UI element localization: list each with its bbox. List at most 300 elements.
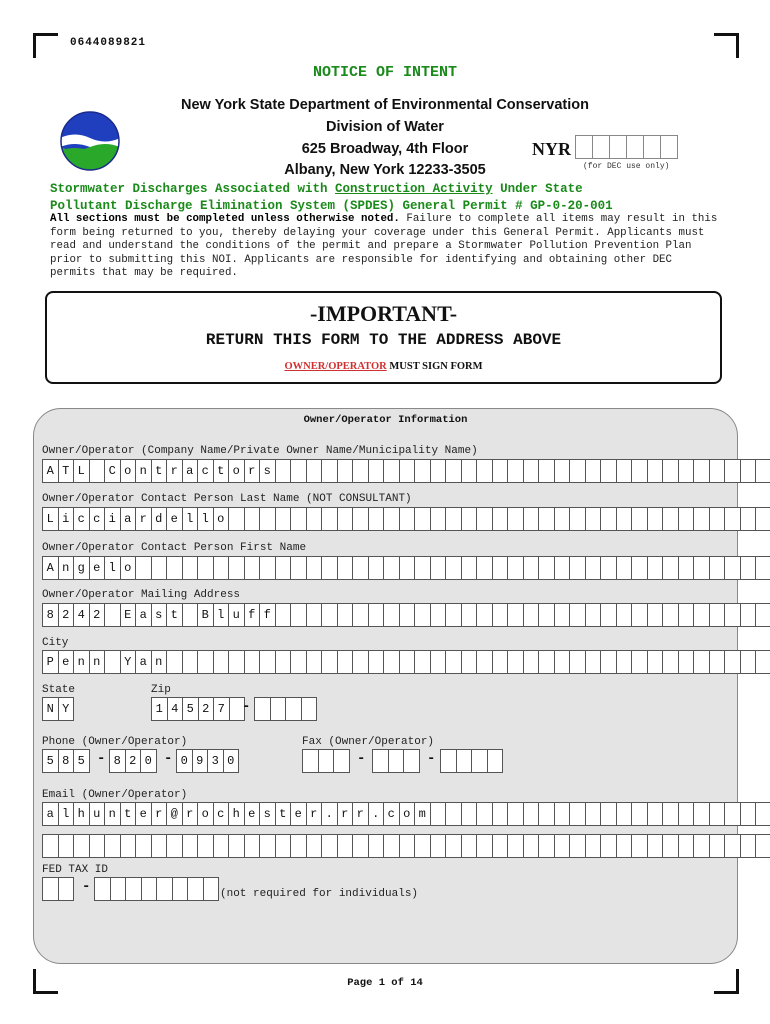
company-label: Owner/Operator (Company Name/Private Owner Name/Municipality Name) bbox=[42, 445, 478, 457]
char-cell bbox=[125, 877, 142, 901]
char-cell: 8 bbox=[58, 749, 75, 773]
char-cell bbox=[290, 507, 307, 531]
char-cell bbox=[414, 507, 431, 531]
char-cell bbox=[182, 556, 199, 580]
char-cell: f bbox=[244, 603, 261, 627]
char-cell: l bbox=[213, 603, 230, 627]
char-cell bbox=[740, 603, 757, 627]
char-cell: o bbox=[197, 802, 214, 826]
char-cell: e bbox=[135, 802, 152, 826]
char-cell bbox=[476, 459, 493, 483]
char-cell bbox=[337, 459, 354, 483]
char-cell bbox=[740, 556, 757, 580]
char-cell bbox=[94, 877, 111, 901]
nyr-permit-number-field[interactable] bbox=[576, 135, 678, 159]
phone-prefix-field[interactable] bbox=[109, 749, 157, 773]
char-cell bbox=[647, 834, 664, 858]
char-cell: m bbox=[414, 802, 431, 826]
char-cell bbox=[631, 507, 648, 531]
char-cell bbox=[244, 834, 261, 858]
char-cell bbox=[321, 459, 338, 483]
char-cell bbox=[213, 650, 230, 674]
char-cell bbox=[399, 834, 416, 858]
char-cell bbox=[631, 556, 648, 580]
char-cell bbox=[538, 507, 555, 531]
char-cell bbox=[337, 650, 354, 674]
char-cell: 4 bbox=[73, 603, 90, 627]
char-cell bbox=[678, 802, 695, 826]
char-cell: e bbox=[244, 802, 261, 826]
char-cell bbox=[445, 834, 462, 858]
last-name-field[interactable] bbox=[42, 507, 770, 531]
char-cell bbox=[647, 556, 664, 580]
char-cell: E bbox=[120, 603, 137, 627]
char-cell: n bbox=[58, 556, 75, 580]
char-cell: e bbox=[290, 802, 307, 826]
char-cell bbox=[352, 834, 369, 858]
char-cell bbox=[58, 834, 75, 858]
char-cell: 2 bbox=[89, 603, 106, 627]
char-cell: o bbox=[228, 459, 245, 483]
char-cell bbox=[156, 877, 173, 901]
char-cell bbox=[388, 749, 405, 773]
char-cell bbox=[693, 650, 710, 674]
char-cell: 0 bbox=[223, 749, 240, 773]
char-cell: e bbox=[58, 650, 75, 674]
char-cell bbox=[104, 834, 121, 858]
char-cell bbox=[523, 603, 540, 627]
char-cell bbox=[678, 834, 695, 858]
char-cell bbox=[110, 877, 127, 901]
char-cell: c bbox=[89, 507, 106, 531]
char-cell bbox=[523, 507, 540, 531]
char-cell bbox=[414, 834, 431, 858]
char-cell: o bbox=[399, 802, 416, 826]
char-cell bbox=[647, 802, 664, 826]
char-cell bbox=[538, 834, 555, 858]
char-cell: a bbox=[182, 459, 199, 483]
char-cell bbox=[445, 507, 462, 531]
char-cell bbox=[290, 459, 307, 483]
char-cell: 7 bbox=[213, 697, 230, 721]
char-cell bbox=[440, 749, 457, 773]
char-cell bbox=[600, 603, 617, 627]
char-cell bbox=[337, 556, 354, 580]
char-cell bbox=[383, 650, 400, 674]
zip-ext-field[interactable] bbox=[254, 697, 317, 721]
char-cell bbox=[476, 650, 493, 674]
char-cell bbox=[492, 603, 509, 627]
char-cell bbox=[554, 650, 571, 674]
last-name-label: Owner/Operator Contact Person Last Name (NOT CONSULTANT) bbox=[42, 493, 412, 505]
char-cell bbox=[724, 603, 741, 627]
char-cell bbox=[755, 650, 770, 674]
char-cell bbox=[507, 507, 524, 531]
char-cell: T bbox=[58, 459, 75, 483]
char-cell bbox=[678, 556, 695, 580]
char-cell bbox=[321, 556, 338, 580]
char-cell: 1 bbox=[151, 697, 168, 721]
char-cell bbox=[182, 603, 199, 627]
fed-tax-number-field[interactable] bbox=[94, 877, 219, 901]
char-cell bbox=[187, 877, 204, 901]
char-cell: 8 bbox=[109, 749, 126, 773]
char-cell bbox=[476, 834, 493, 858]
char-cell bbox=[523, 650, 540, 674]
char-cell bbox=[631, 603, 648, 627]
phone-area-field[interactable] bbox=[42, 749, 90, 773]
char-cell bbox=[301, 697, 318, 721]
char-cell bbox=[471, 749, 488, 773]
char-cell: c bbox=[197, 459, 214, 483]
char-cell: 0 bbox=[140, 749, 157, 773]
char-cell bbox=[445, 650, 462, 674]
char-cell bbox=[306, 650, 323, 674]
char-cell bbox=[166, 834, 183, 858]
dec-use-note: (for DEC use only) bbox=[583, 162, 670, 171]
char-cell bbox=[693, 834, 710, 858]
mailing-address-field[interactable] bbox=[42, 603, 770, 627]
char-cell bbox=[213, 834, 230, 858]
char-cell bbox=[414, 603, 431, 627]
char-cell bbox=[275, 650, 292, 674]
char-cell: s bbox=[259, 459, 276, 483]
char-cell: A bbox=[42, 459, 59, 483]
char-cell bbox=[585, 459, 602, 483]
char-cell bbox=[151, 834, 168, 858]
char-cell bbox=[430, 802, 447, 826]
char-cell: N bbox=[42, 697, 59, 721]
char-cell bbox=[42, 877, 59, 901]
char-cell bbox=[476, 556, 493, 580]
char-cell bbox=[678, 459, 695, 483]
email-field-line-2[interactable] bbox=[42, 834, 770, 858]
owner-operator-section bbox=[33, 408, 738, 964]
char-cell: i bbox=[104, 507, 121, 531]
char-cell bbox=[585, 507, 602, 531]
char-cell bbox=[306, 507, 323, 531]
char-cell bbox=[270, 697, 287, 721]
char-cell bbox=[414, 459, 431, 483]
city-field[interactable] bbox=[42, 650, 770, 674]
char-cell bbox=[538, 459, 555, 483]
city-label: City bbox=[42, 637, 69, 649]
char-cell: r bbox=[166, 459, 183, 483]
char-cell bbox=[430, 459, 447, 483]
char-cell bbox=[724, 650, 741, 674]
char-cell bbox=[182, 650, 199, 674]
char-cell bbox=[89, 459, 106, 483]
char-cell bbox=[647, 507, 664, 531]
char-cell: Y bbox=[58, 697, 75, 721]
char-cell bbox=[244, 507, 261, 531]
char-cell bbox=[492, 650, 509, 674]
char-cell bbox=[740, 507, 757, 531]
fed-tax-label: FED TAX ID bbox=[42, 864, 109, 876]
char-cell bbox=[647, 459, 664, 483]
char-cell: 5 bbox=[73, 749, 90, 773]
char-cell: Y bbox=[120, 650, 137, 674]
phone-label: Phone (Owner/Operator) bbox=[42, 736, 188, 748]
char-cell bbox=[383, 556, 400, 580]
char-cell bbox=[399, 459, 416, 483]
char-cell: e bbox=[89, 556, 106, 580]
fax-line-field[interactable] bbox=[440, 749, 503, 773]
char-cell bbox=[197, 650, 214, 674]
char-cell: o bbox=[213, 507, 230, 531]
char-cell bbox=[647, 650, 664, 674]
char-cell bbox=[445, 603, 462, 627]
char-cell bbox=[476, 603, 493, 627]
char-cell bbox=[275, 507, 292, 531]
char-cell bbox=[554, 802, 571, 826]
char-cell bbox=[290, 834, 307, 858]
char-cell: . bbox=[321, 802, 338, 826]
char-cell bbox=[321, 507, 338, 531]
char-cell bbox=[507, 802, 524, 826]
char-cell bbox=[259, 507, 276, 531]
char-cell bbox=[120, 834, 137, 858]
document-number: 0644089821 bbox=[70, 37, 147, 49]
char-cell bbox=[662, 834, 679, 858]
char-cell bbox=[306, 603, 323, 627]
char-cell: P bbox=[42, 650, 59, 674]
char-cell: t bbox=[166, 603, 183, 627]
char-cell bbox=[755, 507, 770, 531]
char-cell: L bbox=[73, 459, 90, 483]
fed-tax-prefix-field[interactable] bbox=[42, 877, 74, 901]
char-cell bbox=[383, 834, 400, 858]
subtitle-line-2: Pollutant Discharge Elimination System (SPDES) General Permit # GP-0-20-001 bbox=[50, 199, 613, 213]
char-cell bbox=[616, 507, 633, 531]
char-cell bbox=[755, 603, 770, 627]
char-cell bbox=[368, 650, 385, 674]
char-cell bbox=[492, 507, 509, 531]
char-cell bbox=[461, 507, 478, 531]
char-cell: u bbox=[89, 802, 106, 826]
char-cell bbox=[616, 834, 633, 858]
char-cell: B bbox=[197, 603, 214, 627]
fax-dash-2: - bbox=[427, 751, 436, 767]
char-cell bbox=[399, 603, 416, 627]
char-cell bbox=[600, 802, 617, 826]
char-cell bbox=[461, 802, 478, 826]
char-cell bbox=[461, 834, 478, 858]
char-cell: o bbox=[120, 556, 137, 580]
char-cell bbox=[507, 650, 524, 674]
char-cell bbox=[368, 507, 385, 531]
char-cell bbox=[554, 507, 571, 531]
sign-notice: OWNER/OPERATOR MUST SIGN FORM bbox=[284, 361, 483, 372]
char-cell: r bbox=[352, 802, 369, 826]
char-cell bbox=[166, 556, 183, 580]
char-cell bbox=[89, 834, 106, 858]
char-cell bbox=[755, 556, 770, 580]
char-cell: 3 bbox=[207, 749, 224, 773]
char-cell bbox=[724, 507, 741, 531]
char-cell bbox=[368, 603, 385, 627]
char-cell bbox=[631, 834, 648, 858]
char-cell bbox=[285, 697, 302, 721]
char-cell bbox=[228, 834, 245, 858]
char-cell bbox=[104, 650, 121, 674]
char-cell bbox=[616, 459, 633, 483]
section-title: Owner/Operator Information bbox=[303, 414, 468, 426]
char-cell bbox=[600, 507, 617, 531]
char-cell: n bbox=[151, 650, 168, 674]
phone-line-field[interactable] bbox=[176, 749, 239, 773]
char-cell bbox=[662, 507, 679, 531]
fed-tax-note: (not required for individuals) bbox=[220, 888, 419, 900]
char-cell bbox=[337, 603, 354, 627]
char-cell bbox=[755, 459, 770, 483]
char-cell: d bbox=[151, 507, 168, 531]
char-cell bbox=[151, 556, 168, 580]
char-cell bbox=[172, 877, 189, 901]
char-cell: 5 bbox=[42, 749, 59, 773]
char-cell bbox=[290, 603, 307, 627]
char-cell bbox=[306, 556, 323, 580]
char-cell bbox=[445, 556, 462, 580]
char-cell bbox=[430, 556, 447, 580]
char-cell bbox=[244, 650, 261, 674]
char-cell bbox=[554, 556, 571, 580]
char-cell bbox=[523, 802, 540, 826]
zip-field[interactable] bbox=[151, 697, 245, 721]
page-number: Page 1 of 14 bbox=[347, 977, 423, 989]
char-cell bbox=[616, 802, 633, 826]
char-cell: n bbox=[135, 459, 152, 483]
char-cell bbox=[709, 507, 726, 531]
agency-name: New York State Department of Environmental Conservation bbox=[181, 97, 589, 113]
char-cell: n bbox=[104, 802, 121, 826]
char-cell: n bbox=[73, 650, 90, 674]
char-cell bbox=[600, 556, 617, 580]
char-cell bbox=[259, 650, 276, 674]
char-cell bbox=[693, 556, 710, 580]
char-cell bbox=[616, 650, 633, 674]
company-name-field[interactable] bbox=[42, 459, 770, 483]
char-cell bbox=[306, 834, 323, 858]
char-cell bbox=[461, 650, 478, 674]
char-cell bbox=[259, 556, 276, 580]
char-cell bbox=[693, 802, 710, 826]
char-cell bbox=[554, 603, 571, 627]
char-cell bbox=[414, 556, 431, 580]
char-cell: u bbox=[228, 603, 245, 627]
char-cell bbox=[302, 749, 319, 773]
char-cell bbox=[135, 556, 152, 580]
char-cell bbox=[476, 802, 493, 826]
char-cell: r bbox=[151, 802, 168, 826]
char-cell bbox=[678, 603, 695, 627]
char-cell bbox=[585, 802, 602, 826]
char-cell: r bbox=[135, 507, 152, 531]
char-cell bbox=[662, 459, 679, 483]
char-cell: n bbox=[89, 650, 106, 674]
char-cell bbox=[275, 459, 292, 483]
char-cell bbox=[492, 556, 509, 580]
char-cell: e bbox=[166, 507, 183, 531]
char-cell bbox=[569, 556, 586, 580]
subtitle-line-1: Stormwater Discharges Associated with Construction Activity Under State bbox=[50, 182, 583, 196]
char-cell bbox=[631, 459, 648, 483]
char-cell bbox=[538, 603, 555, 627]
char-cell bbox=[352, 507, 369, 531]
char-cell bbox=[585, 603, 602, 627]
char-cell bbox=[383, 459, 400, 483]
state-field[interactable] bbox=[42, 697, 74, 721]
char-cell bbox=[507, 459, 524, 483]
email-field[interactable] bbox=[42, 802, 770, 826]
char-cell bbox=[724, 459, 741, 483]
char-cell: t bbox=[213, 459, 230, 483]
char-cell bbox=[430, 650, 447, 674]
char-cell bbox=[368, 834, 385, 858]
char-cell: t bbox=[151, 459, 168, 483]
char-cell bbox=[197, 834, 214, 858]
char-cell bbox=[631, 650, 648, 674]
char-cell bbox=[755, 834, 770, 858]
char-cell bbox=[321, 834, 338, 858]
char-cell: 2 bbox=[58, 603, 75, 627]
char-cell bbox=[372, 749, 389, 773]
char-cell bbox=[693, 459, 710, 483]
char-cell: h bbox=[228, 802, 245, 826]
char-cell bbox=[709, 603, 726, 627]
char-cell bbox=[755, 802, 770, 826]
char-cell: 2 bbox=[125, 749, 142, 773]
char-cell bbox=[709, 556, 726, 580]
agency-street: 625 Broadway, 4th Floor bbox=[301, 141, 469, 157]
char-cell bbox=[254, 697, 271, 721]
char-cell bbox=[321, 650, 338, 674]
char-cell bbox=[538, 556, 555, 580]
char-cell bbox=[740, 834, 757, 858]
char-cell bbox=[228, 556, 245, 580]
char-cell bbox=[569, 507, 586, 531]
char-cell bbox=[507, 556, 524, 580]
char-cell bbox=[538, 802, 555, 826]
fax-area-field[interactable] bbox=[302, 749, 350, 773]
phone-dash-2: - bbox=[164, 751, 173, 767]
char-cell bbox=[740, 802, 757, 826]
char-cell bbox=[318, 749, 335, 773]
char-cell bbox=[275, 556, 292, 580]
char-cell: l bbox=[182, 507, 199, 531]
char-cell bbox=[203, 877, 220, 901]
char-cell bbox=[321, 603, 338, 627]
char-cell bbox=[662, 802, 679, 826]
char-cell bbox=[724, 834, 741, 858]
corner-mark-top-left bbox=[33, 33, 58, 58]
char-cell: a bbox=[135, 603, 152, 627]
char-cell bbox=[306, 459, 323, 483]
char-cell bbox=[585, 556, 602, 580]
char-cell: 5 bbox=[182, 697, 199, 721]
char-cell: s bbox=[151, 603, 168, 627]
char-cell bbox=[352, 459, 369, 483]
dec-logo-icon bbox=[60, 111, 120, 171]
first-name-field[interactable] bbox=[42, 556, 770, 580]
char-cell bbox=[476, 507, 493, 531]
char-cell bbox=[352, 603, 369, 627]
char-cell bbox=[383, 507, 400, 531]
char-cell: t bbox=[275, 802, 292, 826]
fax-prefix-field[interactable] bbox=[372, 749, 420, 773]
char-cell bbox=[724, 556, 741, 580]
char-cell: 8 bbox=[42, 603, 59, 627]
